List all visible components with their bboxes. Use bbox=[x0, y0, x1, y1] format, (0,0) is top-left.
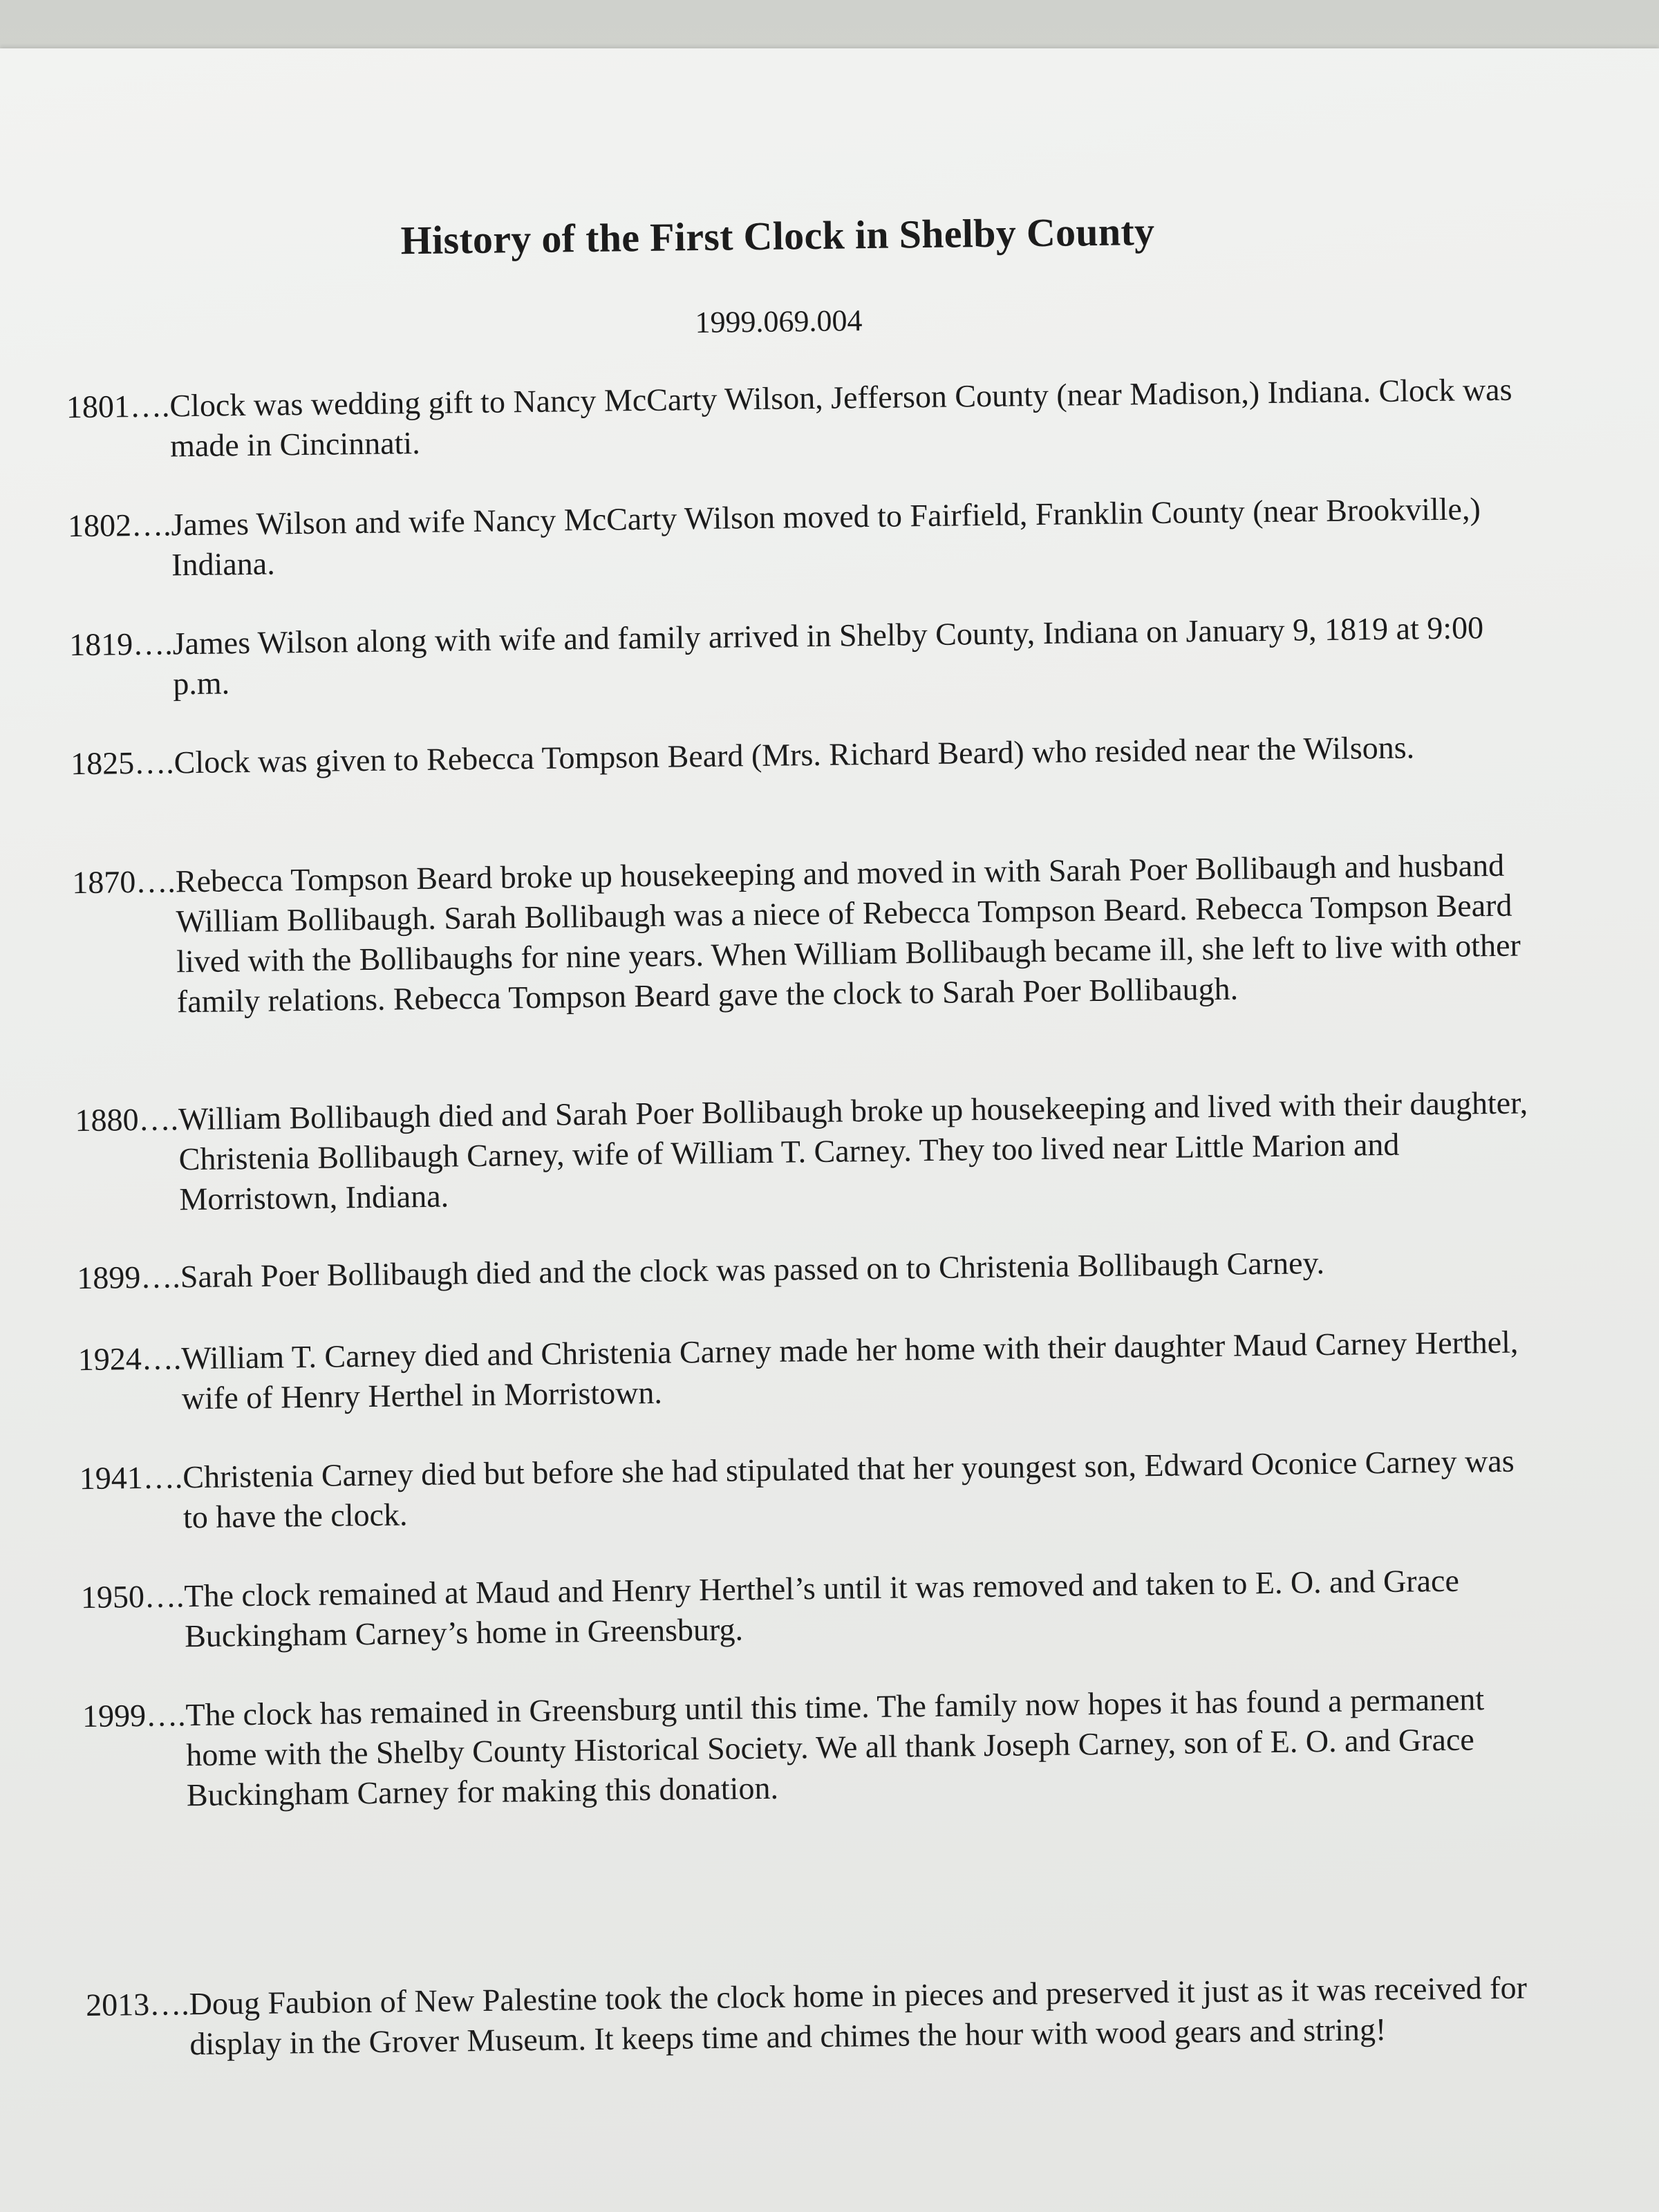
entry-separator: …. bbox=[144, 1578, 185, 1614]
timeline-entry-1880 bbox=[75, 1082, 1569, 1221]
entry-separator: …. bbox=[140, 1259, 181, 1295]
timeline-entry-1899 bbox=[77, 1240, 1571, 1298]
entry-year: 1924 bbox=[77, 1340, 142, 1378]
timeline-entry-1819 bbox=[69, 607, 1563, 705]
entry-year: 2013 bbox=[85, 1986, 150, 2023]
entry-separator: …. bbox=[145, 1697, 186, 1733]
entry-text: James Wilson and wife Nancy McCarty Wilson moved to Fairfield, Franklin County (near Brookville,) Indiana. bbox=[171, 491, 1481, 583]
entry-text: Christenia Carney died but before she had stipulated that her youngest son, Edward Oconice Carney was to have the clock. bbox=[182, 1443, 1515, 1535]
entry-separator: …. bbox=[133, 744, 175, 781]
entry-year: 1870 bbox=[72, 864, 136, 901]
timeline-entry-1999 bbox=[82, 1678, 1577, 1817]
entry-separator: …. bbox=[131, 507, 171, 543]
timeline-entry-1870 bbox=[72, 845, 1567, 1023]
document-title: History of the First Clock in Shelby County bbox=[400, 208, 1155, 263]
timeline-entry-1941 bbox=[79, 1441, 1573, 1539]
entry-separator: …. bbox=[138, 1101, 179, 1137]
document-body bbox=[0, 37, 1659, 2212]
accession-number: 1999.069.004 bbox=[695, 303, 863, 340]
entry-text: Clock was wedding gift to Nancy McCarty Wilson, Jefferson County (near Madison,) Indiana. Clock was made in Cincinnati. bbox=[169, 371, 1512, 464]
timeline-entry-1950 bbox=[81, 1559, 1575, 1658]
entry-year: 1825 bbox=[70, 745, 135, 782]
entry-text: Sarah Poer Bollibaugh died and the clock was passed on to Christenia Bollibaugh Carney. bbox=[180, 1245, 1325, 1295]
entry-year: 1819 bbox=[68, 626, 133, 663]
entry-text: James Wilson along with wife and family arrived in Shelby County, Indiana on January 9, 1819 at 9:00 p.m. bbox=[172, 610, 1484, 702]
entry-text: Doug Faubion of New Palestine took the clock home in pieces and preserved it just as it was received for display in the Grover Museum. It keeps time and chimes the hour with wood gears and string! bbox=[189, 1969, 1528, 2062]
entry-text: Rebecca Tompson Beard broke up housekeeping and moved in with Sarah Poer Bollibaugh and husband William Bollibaugh. Sarah Bollibaugh was a niece of Rebecca Tompson Beard. Rebecca Tompson Beard lived with the Bollibaughs for nine years. When William Bollibaugh became ill, she left to live with other family relations. Rebecca Tompson Beard gave the clock to Sarah Poer Bollibaugh. bbox=[175, 847, 1521, 1020]
entry-year: 1899 bbox=[77, 1259, 141, 1296]
entry-text: Clock was given to Rebecca Tompson Beard (Mrs. Richard Beard) who resided near the Wilsons. bbox=[174, 729, 1415, 780]
entry-separator: …. bbox=[129, 388, 170, 424]
entry-text: William T. Carney died and Christenia Carney made her home with their daughter Maud Carney Herthel, wife of Henry Herthel in Morristown. bbox=[180, 1324, 1519, 1416]
entry-text: The clock has remained in Greensburg until this time. The family now hopes it has found a permanent home with the Shelby County Historical Society. We all thank Joseph Carney, son of E. O. and Grace Buckingham Carney for making this donation. bbox=[185, 1681, 1485, 1813]
entry-separator: …. bbox=[135, 863, 176, 900]
entry-separator: …. bbox=[132, 626, 173, 662]
entry-year: 1950 bbox=[80, 1578, 145, 1615]
entry-year: 1802 bbox=[67, 507, 132, 544]
entry-year: 1880 bbox=[75, 1101, 139, 1138]
entry-text: William Bollibaugh died and Sarah Poer Bollibaugh broke up housekeeping and lived with their daughter, Christenia Bollibaugh Carney, wife of William T. Carney. They too lived near Little Marion and Morristown, Indiana. bbox=[178, 1085, 1528, 1217]
entry-separator: …. bbox=[149, 1986, 189, 2022]
entry-year: 1999 bbox=[82, 1697, 147, 1734]
timeline-entry-2013 bbox=[86, 1967, 1580, 2065]
entry-year: 1941 bbox=[79, 1459, 144, 1497]
timeline-entry-1924 bbox=[77, 1322, 1571, 1420]
entry-year: 1801 bbox=[66, 388, 131, 425]
timeline-entry-1825 bbox=[71, 726, 1564, 784]
timeline-entry-1801 bbox=[66, 369, 1560, 467]
entry-text: The clock remained at Maud and Henry Herthel’s until it was removed and taken to E. O. and Grace Buckingham Carney’s home in Greensburg. bbox=[184, 1562, 1460, 1654]
paper-sheet bbox=[0, 48, 1659, 2212]
entry-separator: …. bbox=[141, 1340, 182, 1376]
entry-separator: …. bbox=[142, 1459, 183, 1495]
timeline-entry-1802 bbox=[68, 488, 1562, 586]
